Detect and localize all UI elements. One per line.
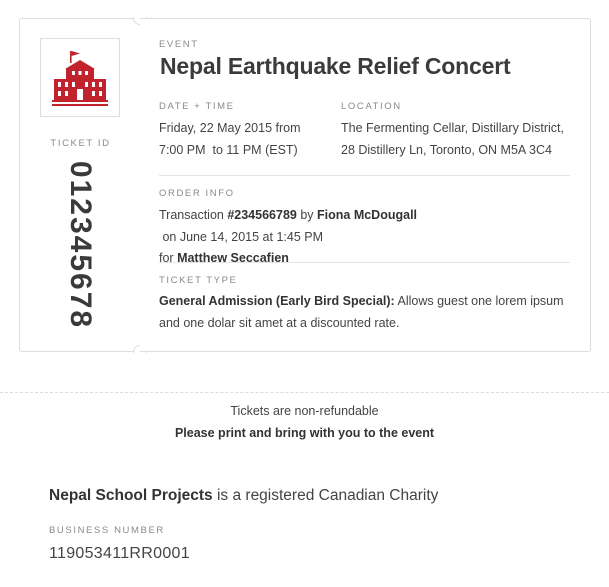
event-label: EVENT	[159, 39, 199, 50]
order-date: on June 14, 2015 at 1:45 PM	[159, 229, 324, 244]
order-info-label: ORDER INFO	[159, 188, 235, 199]
order-info-text	[159, 205, 579, 270]
date-line-1: Friday, 22 May 2015 from	[159, 121, 301, 135]
divider	[159, 175, 570, 176]
location-text	[341, 118, 581, 161]
transaction-id: #234566789	[227, 208, 297, 222]
transaction-prefix: Transaction	[159, 208, 228, 222]
ticket-id-label: TICKET ID	[50, 138, 111, 149]
ticket-type-label: TICKET TYPE	[159, 275, 238, 286]
date-line-2: 7:00 PM to 11 PM (EST)	[159, 142, 298, 157]
ticket-type-name: General Admission (Early Bird Special):	[159, 294, 395, 308]
recipient-name: Matthew Seccafien	[177, 251, 289, 265]
charity-registration-text: is a registered Canadian Charity	[212, 487, 439, 504]
location-label: LOCATION	[341, 101, 402, 112]
date-time-label: DATE + TIME	[159, 101, 235, 112]
print-instructions: Please print and bring with you to the event	[174, 426, 435, 440]
logo-box	[40, 38, 120, 117]
divider	[159, 262, 570, 263]
school-building-icon	[51, 49, 109, 107]
business-number-label: BUSINESS NUMBER	[49, 525, 165, 536]
ticket-type-text	[159, 291, 579, 334]
ticket-card	[19, 18, 591, 352]
business-number: 119053411RR0001	[49, 545, 190, 562]
ticket-details	[140, 18, 591, 352]
date-time-text	[159, 118, 329, 161]
event-title: Nepal Earthquake Relief Concert	[160, 53, 511, 79]
order-line-2	[159, 248, 579, 270]
location-line-1: The Fermenting Cellar, Distillary District,	[341, 121, 564, 135]
ticket-stub	[19, 18, 140, 352]
section-separator	[0, 392, 609, 393]
refund-policy: Tickets are non-refundable	[230, 404, 379, 418]
ticket-type-description: Allows guest one lorem ipsum and one dolar sit amet at a discounted rate.	[159, 294, 564, 330]
order-line-1	[159, 205, 579, 248]
charity-statement	[49, 487, 438, 505]
ticket-id: 012345678	[64, 160, 97, 330]
charity-name: Nepal School Projects	[49, 487, 213, 504]
by-text: by	[296, 208, 318, 222]
for-text: for	[159, 251, 178, 265]
location-line-2: 28 Distillery Ln, Toronto, ON M5A 3C4	[341, 142, 552, 157]
purchaser-name: Fiona McDougall	[317, 208, 418, 222]
